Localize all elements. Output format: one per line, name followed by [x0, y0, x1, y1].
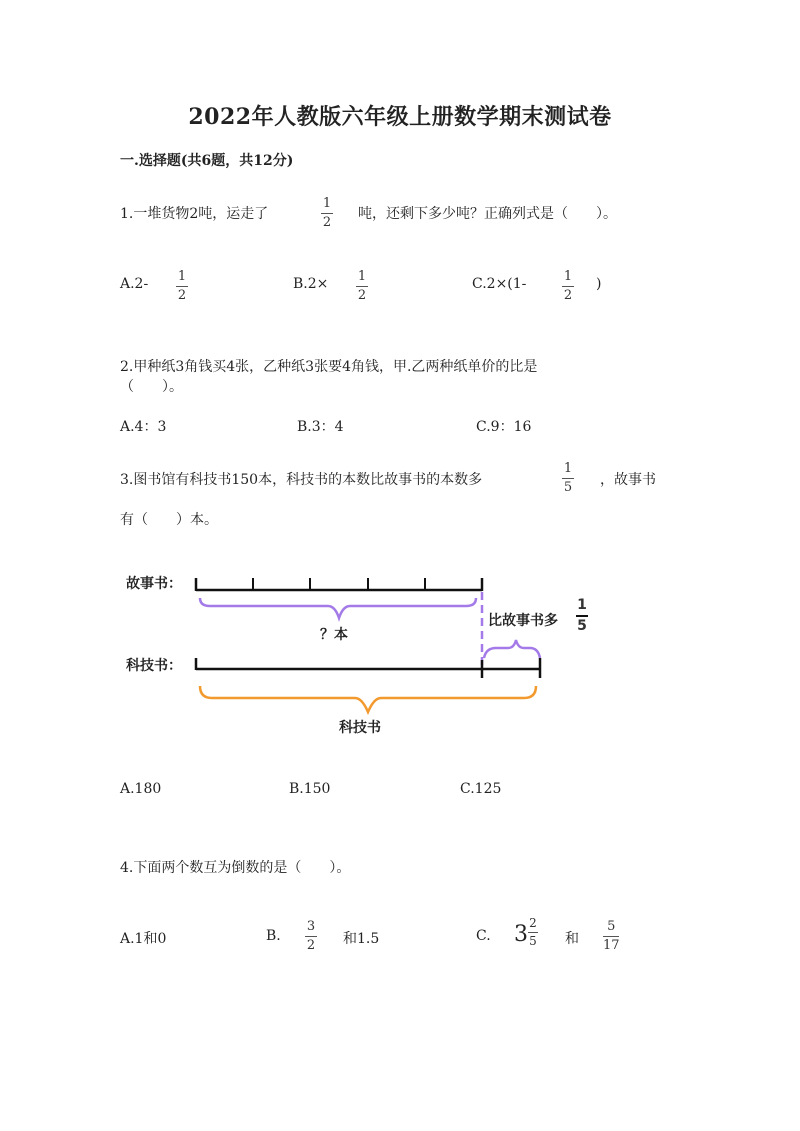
page-title: 2022年人教版六年级上册数学期末测试卷 [188, 104, 612, 130]
q3-stem-after: ，故事书 [600, 472, 656, 488]
frac-den: 5 [529, 934, 537, 948]
q2-option-c: C.9：16 [476, 419, 532, 435]
fraction-bar [176, 286, 188, 287]
section-heading: 一.选择题(共6题，共12分) [120, 153, 294, 169]
q1-option-b-fraction [356, 270, 368, 303]
q4-option-c-label: C. [476, 928, 491, 944]
frac-num: 1 [563, 269, 573, 284]
q1-stem-before: 1.一堆货物2吨，运走了 [120, 206, 269, 222]
frac-num: 1 [563, 461, 573, 476]
q1-option-c: C.2×(1- [472, 276, 527, 292]
q4-option-b-tail: 和1.5 [343, 931, 380, 947]
q4-option-c-and: 和 [565, 931, 579, 947]
q1-fraction [321, 197, 333, 230]
q4-option-c-fraction [528, 917, 538, 948]
frac-num: 3 [306, 919, 316, 934]
q3-fraction [562, 462, 574, 495]
frac-num: 1 [577, 597, 587, 613]
q3-stem-line2: 有（ ）本。 [120, 512, 218, 528]
fraction-bar [576, 615, 588, 617]
frac-num: 5 [607, 919, 616, 934]
q3-option-c: C.125 [460, 781, 502, 797]
extra-brace [484, 640, 540, 658]
story-book-label: 故事书： [126, 576, 182, 592]
story-brace [200, 598, 476, 618]
fraction-bar [528, 932, 538, 933]
frac-den: 17 [603, 938, 620, 953]
frac-den: 2 [357, 288, 367, 303]
line-segment-diagram [0, 560, 800, 750]
fraction-bar [562, 478, 574, 479]
fraction-bar [321, 213, 333, 214]
q1-option-b: B.2× [293, 276, 329, 292]
q2-option-b: B.3：4 [297, 419, 344, 435]
frac-den: 2 [306, 938, 316, 953]
frac-den: 2 [563, 288, 573, 303]
q2-stem-line1: 2.甲种纸3角钱买4张，乙种纸3张要4角钱，甲.乙两种纸单价的比是 [120, 359, 538, 375]
q1-option-c-fraction [562, 270, 574, 303]
frac-den: 2 [177, 288, 187, 303]
q2-option-a: A.4：3 [120, 419, 167, 435]
q4-option-a: A.1和0 [120, 931, 167, 947]
q3-stem-before: 3.图书馆有科技书150本，科技书的本数比故事书的本数多 [120, 472, 483, 488]
frac-num: 1 [357, 269, 367, 284]
q1-frac-num: 1 [322, 196, 332, 211]
fraction-bar [562, 286, 574, 287]
fraction-bar [603, 936, 619, 937]
q4-option-b-fraction [305, 920, 317, 953]
q2-stem-line2: （ ）。 [120, 379, 183, 395]
q1-option-a: A.2- [120, 276, 149, 292]
q1-option-a-fraction [176, 270, 188, 303]
q3-option-b: B.150 [289, 781, 331, 797]
fraction-bar [305, 936, 317, 937]
frac-num: 2 [529, 916, 537, 930]
more-label: 比故事书多 [488, 613, 558, 629]
unknown-label: ？本 [320, 627, 348, 643]
q1-frac-den: 2 [322, 215, 332, 230]
q3-option-a: A.180 [120, 781, 162, 797]
q4-option-c-fraction2 [603, 920, 620, 953]
frac-den: 5 [577, 618, 587, 634]
tech-brace [200, 686, 536, 712]
tech-book-label: 科技书： [126, 658, 182, 674]
q4-option-b-label: B. [266, 928, 281, 944]
q1-option-c-tail: ) [596, 276, 602, 292]
fraction-bar [356, 286, 368, 287]
more-fraction [576, 598, 588, 634]
frac-den: 5 [563, 480, 573, 495]
q1-stem-after: 吨，还剩下多少吨？正确列式是（ ）。 [358, 206, 617, 222]
frac-num: 1 [177, 269, 187, 284]
q4-stem: 4.下面两个数互为倒数的是（ ）。 [120, 860, 351, 876]
tech-brace-label: 科技书 [339, 720, 381, 736]
q4-option-c-whole: 3 [514, 922, 528, 947]
